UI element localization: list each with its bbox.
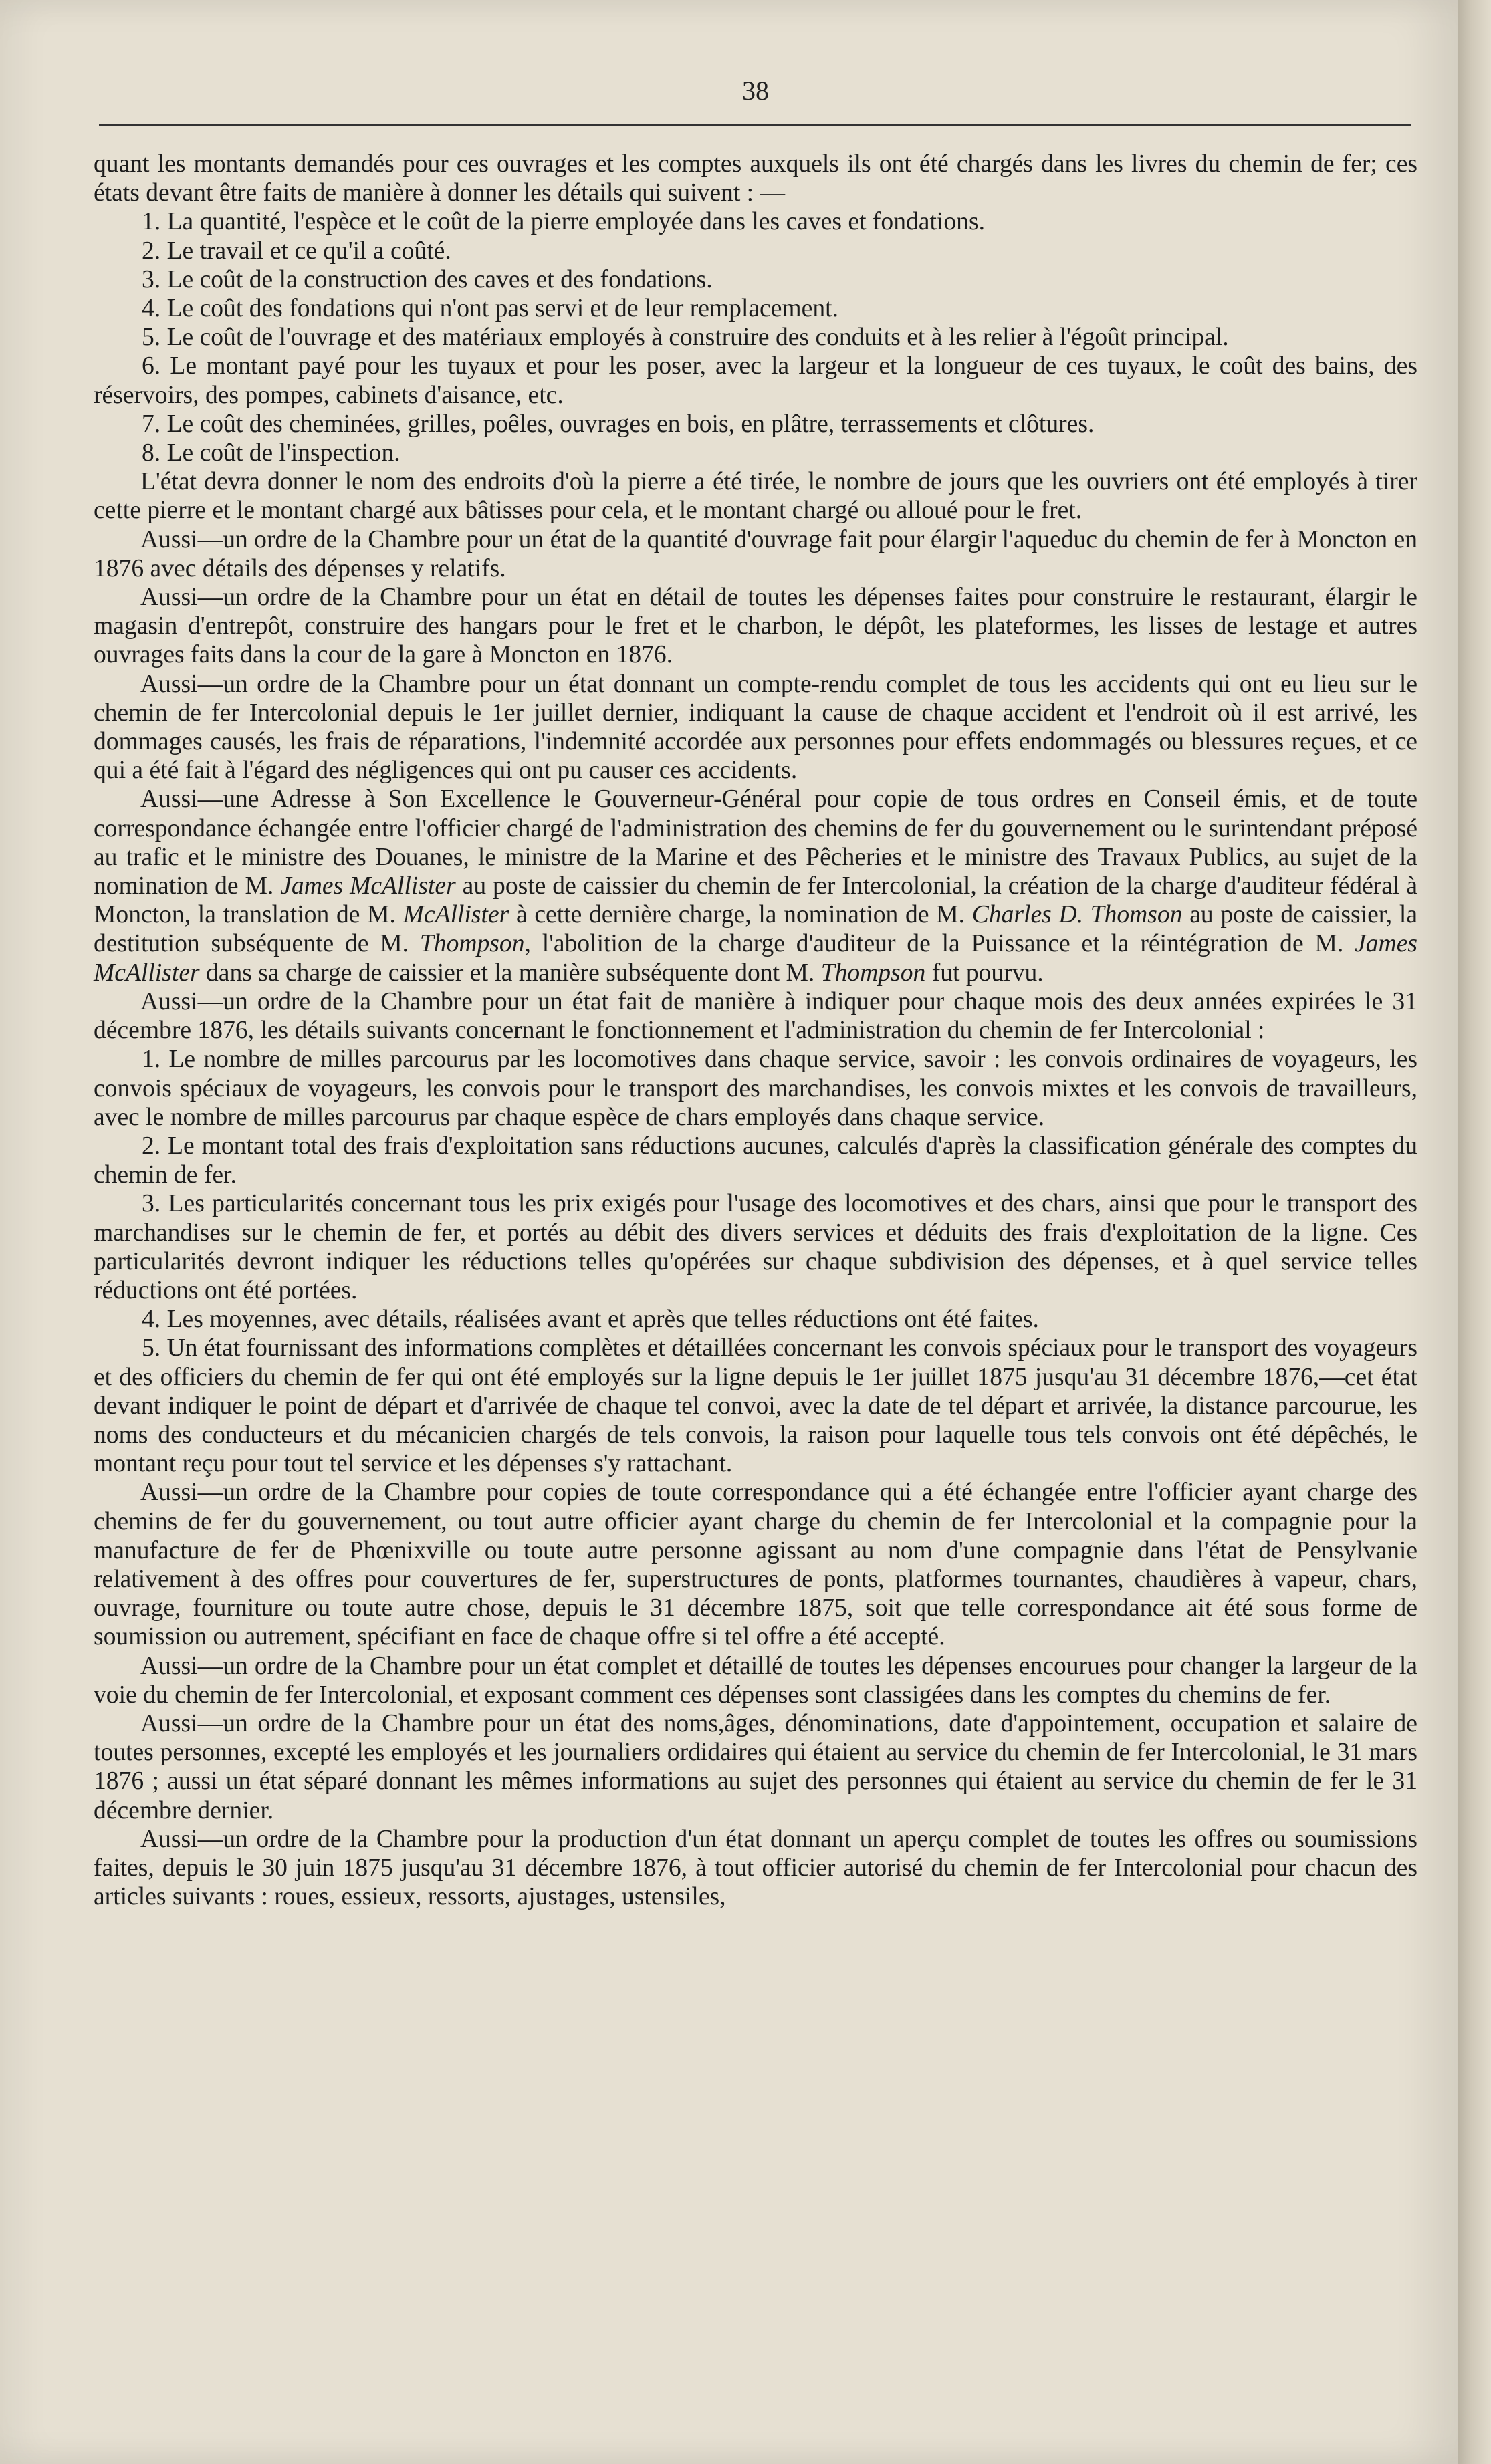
paragraph: Aussi—un ordre de la Chambre pour un état fait de manière à indiquer pour chaque mois des deux années expirées le 31 décembre 1876, les détails suivants concernant le fonctionnement et l'administration du chemin de fer Intercolonial : [94, 987, 1417, 1045]
paragraph: Aussi—un ordre de la Chambre pour la production d'un état donnant un aperçu complet de toutes les offres ou soumissions faites, depuis le 30 juin 1875 jusqu'au 31 décembre 1876, à tout officier autorisé du chemin de fer Intercolonial pour chacun des articles suivants : roues, essieux, ressorts, ajustages, ustensiles, [94, 1825, 1417, 1911]
list-item: 1. Le nombre de milles parcourus par les locomotives dans chaque service, savoir : les convois ordinaires de voyageurs, les convois spéciaux de voyageurs, les convois pour le transport des marchandises, les convois mixtes et les convois de travailleurs, avec le nombre de milles parcourus par chaque espèce de chars employés dans chaque service. [94, 1045, 1417, 1131]
paragraph: Aussi—un ordre de la Chambre pour un état des noms,âges, dénominations, date d'appointement, occupation et salaire de toutes personnes, excepté les employés et les journaliers ordidaires qui étaient au service du chemin de fer Intercolonial, le 31 mars 1876 ; aussi un état séparé donnant les mêmes informations au sujet des personnes qui étaient au service du chemin de fer le 31 décembre dernier. [94, 1709, 1417, 1824]
list-item: 1. La quantité, l'espèce et le coût de la pierre employée dans les caves et fondations. [142, 208, 985, 236]
page-edge [1458, 0, 1491, 2464]
list-item: 5. Le coût de l'ouvrage et des matériaux employés à construire des conduits et à les relier à l'égoût principal. [142, 324, 1229, 352]
paragraph: Aussi—un ordre de la Chambre pour un état donnant un compte-rendu complet de tous les accidents qui ont eu lieu sur le chemin de fer Intercolonial depuis le 1er juillet dernier, indiquant la cause de chaque accident et l'endroit où il est arrivé, les dommages causés, les frais de réparations, l'indemnité accordée aux personnes pour effets endommagés ou blessures reçues, et ce qui a été fait à l'égard des négligences qui ont pu causer ces accidents. [94, 670, 1417, 785]
list-item: 4. Les moyennes, avec détails, réalisées avant et après que telles réductions ont été faites. [142, 1306, 1039, 1334]
page-number: 38 [742, 76, 769, 106]
list-item: 8. Le coût de l'inspection. [142, 439, 400, 467]
list-item: 2. Le montant total des frais d'exploitation sans réductions aucunes, calculés d'après la classification générale des comptes du chemin de fer. [94, 1132, 1417, 1189]
list-item: 5. Un état fournissant des informations complètes et détaillées concernant les convois spéciaux pour le transport des voyageurs et des officiers du chemin de fer qui ont été employés sur la ligne depuis le 1er juillet 1875 jusqu'au 31 décembre 1876,—cet état devant indiquer le point de départ et d'arrivée de chaque tel convoi, avec la date de tel départ et arrivée, la distance parcourue, les noms des conducteurs et du mécanicien chargés de tels convois, la raison pour laquelle tous tels convois ont été dépêchés, le montant reçu pour tout tel service et les dépenses s'y rattachant. [94, 1334, 1417, 1478]
paragraph: Aussi—une Adresse à Son Excellence le Gouverneur-Général pour copie de tous ordres en Conseil émis, et de toute correspondance échangée entre l'officier chargé de l'administration des chemins de fer du gouvernement ou le surintendant préposé au trafic et le ministre des Douanes, le ministre de la Marine et des Pêcheries et le ministre des Travaux Publics, au sujet de la nomination de M. James McAllister au poste de caissier du chemin de fer Intercolonial, la création de la charge d'auditeur fédéral à Moncton, la translation de M. McAllister à cette dernière charge, la nomination de M. Charles D. Thomson au poste de caissier, la destitution subséquente de M. Thompson, l'abolition de la charge d'auditeur de la Puissance et la réintégration de M. James McAllister dans sa charge de caissier et la manière subséquente dont M. Thompson fut pourvu. [94, 785, 1418, 987]
list-item: 7. Le coût des cheminées, grilles, poêles, ouvrages en bois, en plâtre, terrassements et clôtures. [142, 410, 1095, 438]
paragraph: Aussi—un ordre de la Chambre pour un état en détail de toutes les dépenses faites pour construire le restaurant, élargir le magasin d'entrepôt, construire des hangars pour le fret et le charbon, le dépôt, les plateformes, les lisses de lestage et autres ouvrages faits dans la cour de la gare à Moncton en 1876. [94, 584, 1417, 669]
paragraph: Aussi—un ordre de la Chambre pour un état complet et détaillé de toutes les dépenses encourues pour changer la largeur de la voie du chemin de fer Intercolonial, et exposant comment ces dépenses sont classigées dans les comptes du chemins de fer. [94, 1652, 1417, 1709]
list-item: 6. Le montant payé pour les tuyaux et pour les poser, avec la largeur et la longueur de ces tuyaux, le coût des bains, des réservoirs, des pompes, cabinets d'aisance, etc. [94, 352, 1417, 409]
list-item: 4. Le coût des fondations qui n'ont pas servi et de leur remplacement. [142, 295, 838, 323]
paragraph: quant les montants demandés pour ces ouvrages et les comptes auxquels ils ont été chargés dans les livres du chemin de fer; ces états devant être faits de manière à donner les détails qui suivent : — [94, 150, 1417, 207]
list-item: 3. Le coût de la construction des caves et des fondations. [142, 265, 713, 293]
body-text [94, 150, 1417, 1911]
list-item: 3. Les particularités concernant tous les prix exigés pour l'usage des locomotives et des chars, ainsi que pour le transport des marchandises sur le chemin de fer, et portés au débit des divers services et déduits des frais d'exploitation de la ligne. Ces particularités devront indiquer les réductions telles qu'opérées sur chaque subdivision des dépenses, et à quel service telles réductions ont été portées. [94, 1190, 1417, 1304]
paragraph: Aussi—un ordre de la Chambre pour un état de la quantité d'ouvrage fait pour élargir l'aqueduc du chemin de fer à Moncton en 1876 avec détails des dépenses y relatifs. [94, 525, 1417, 582]
list-item: 2. Le travail et ce qu'il a coûté. [142, 237, 451, 265]
paragraph: Aussi—un ordre de la Chambre pour copies de toute correspondance qui a été échangée entre l'officier ayant charge des chemins de fer du gouvernement, ou tout autre officier ayant charge du chemin de fer Intercolonial et la compagnie pour la manufacture de fer de Phœnixville ou toute autre personne agissant au nom d'une compagnie dans l'état de Pensylvanie relativement à des offres pour couvertures de fer, superstructures de ponts, platformes tournantes, chaudières à vapeur, chars, ouvrage, fourniture ou toute autre chose, depuis le 31 décembre 1875, soit que telle correspondance ait été sous forme de soumission ou autrement, spécifiant en face de chaque offre si tel offre a été accepté. [94, 1479, 1417, 1651]
header-rule [99, 124, 1411, 132]
paragraph: L'état devra donner le nom des endroits d'où la pierre a été tirée, le nombre de jours que les ouvriers ont été employés à tirer cette pierre et le montant chargé aux bâtisses pour cela, et le montant chargé ou alloué pour le fret. [94, 468, 1417, 525]
